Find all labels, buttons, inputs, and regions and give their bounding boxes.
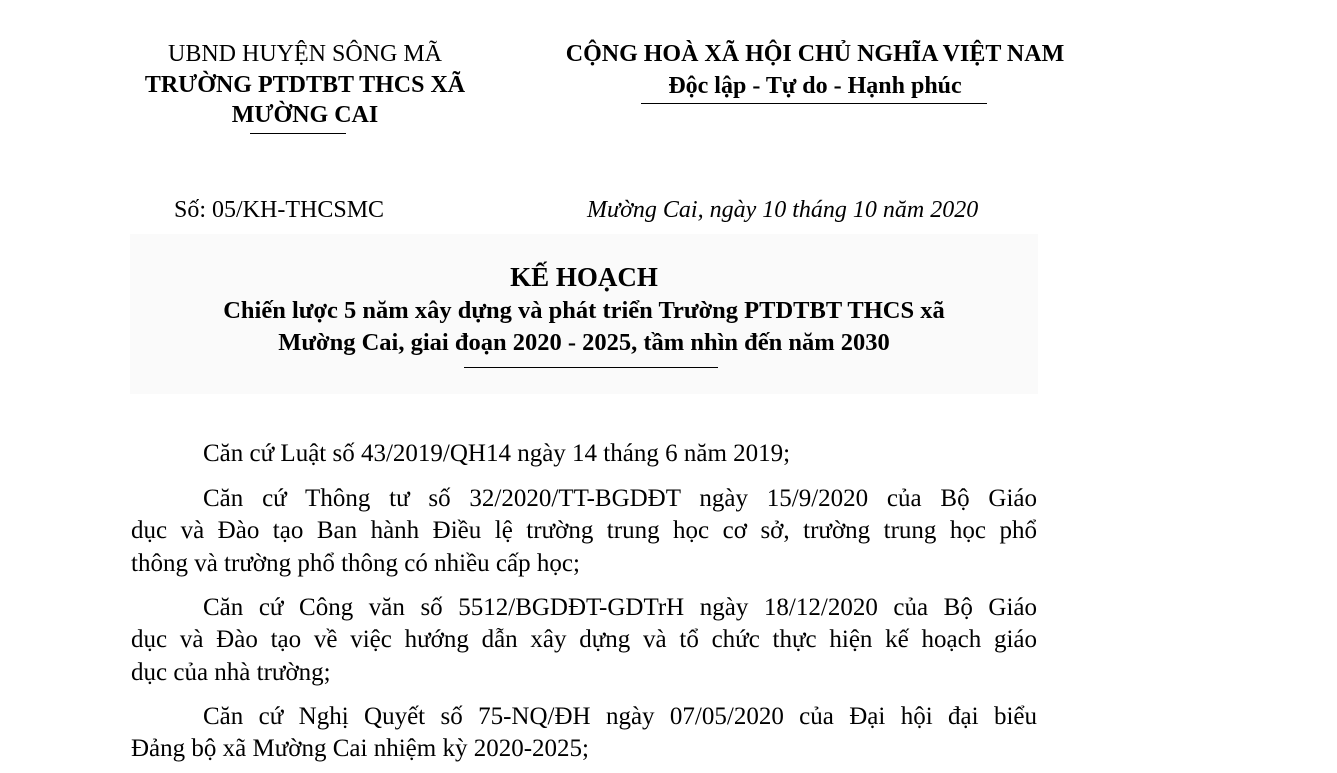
header-left-underline	[250, 133, 346, 134]
paragraph-2-line-3: thông và trường phổ thông có nhiều cấp học;	[131, 550, 580, 577]
header-right-underline	[641, 103, 987, 104]
national-motto: Độc lập - Tự do - Hạnh phúc	[668, 73, 962, 99]
paragraph-3-line-2: dục và Đào tạo về việc hướng dẫn xây dựng và tổ chức thực hiện kế hoạch giáo	[131, 626, 1037, 653]
issuing-authority: UBND HUYỆN SÔNG MÃ	[167, 41, 442, 67]
title-sub-line2: Mường Cai, giai đoạn 2020 - 2025, tầm nhìn đến năm 2030	[278, 329, 890, 356]
paragraph-3-line-3: dục của nhà trường;	[131, 659, 331, 686]
paragraph-4-line-1: Căn cứ Nghị Quyết số 75-NQ/ĐH ngày 07/05/2020 của Đại hội đại biểu	[203, 703, 1037, 730]
title-main: KẾ HOẠCH	[510, 262, 658, 292]
paragraph-1-line-1: Căn cứ Luật số 43/2019/QH14 ngày 14 tháng 6 năm 2019;	[203, 440, 791, 467]
national-title: CỘNG HOÀ XÃ HỘI CHỦ NGHĨA VIỆT NAM	[565, 41, 1065, 67]
paragraph-3-line-1: Căn cứ Công văn số 5512/BGDĐT-GDTrH ngày 18/12/2020 của Bộ Giáo	[203, 594, 1037, 621]
document-number: Số: 05/KH-THCSMC	[174, 197, 385, 223]
title-sub-line1: Chiến lược 5 năm xây dựng và phát triển Trường PTDTBT THCS xã	[223, 297, 945, 324]
place-and-date: Mường Cai, ngày 10 tháng 10 năm 2020	[587, 197, 979, 223]
issuing-school-line2: MƯỜNG CAI	[231, 102, 379, 128]
paragraph-2-line-1: Căn cứ Thông tư số 32/2020/TT-BGDĐT ngày 15/9/2020 của Bộ Giáo	[203, 485, 1037, 512]
paragraph-2-line-2: dục và Đào tạo Ban hành Điều lệ trường trung học cơ sở, trường trung học phổ	[131, 517, 1037, 544]
issuing-school-line1: TRƯỜNG PTDTBT THCS XÃ	[144, 72, 466, 98]
paragraph-4-line-2: Đảng bộ xã Mường Cai nhiệm kỳ 2020-2025;	[131, 735, 589, 762]
title-underline	[464, 367, 718, 368]
